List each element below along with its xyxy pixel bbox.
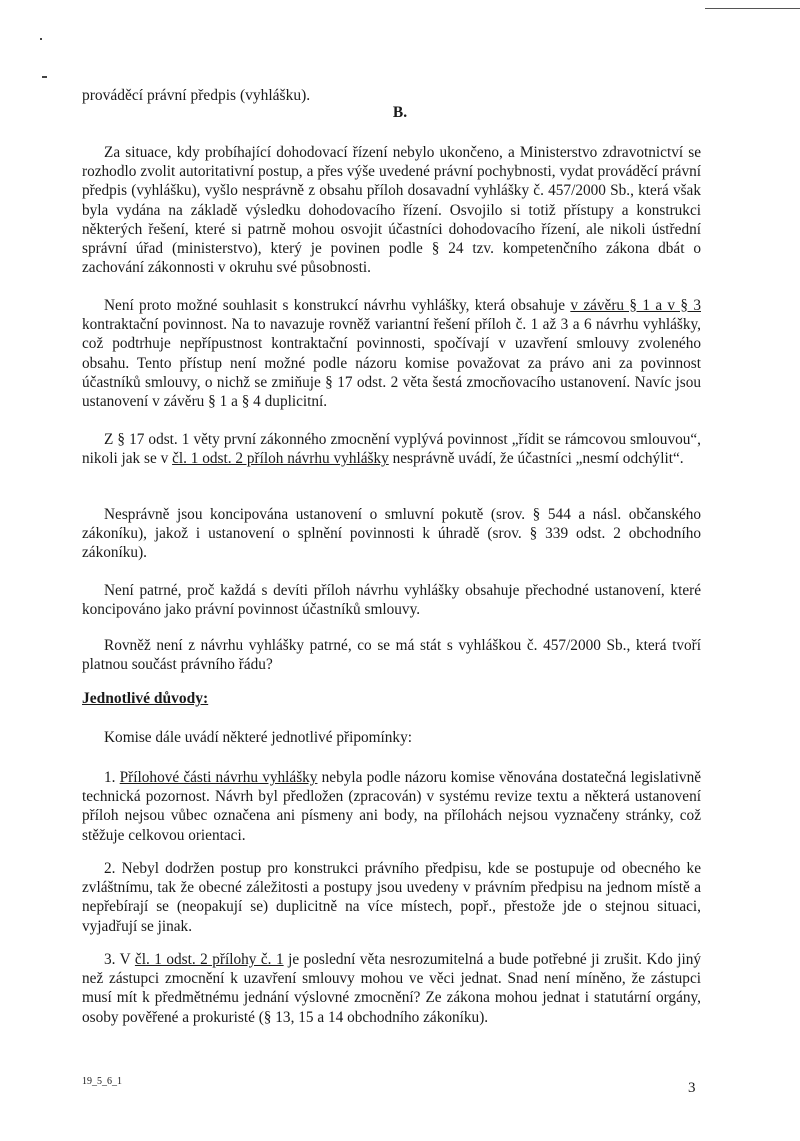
paragraph: Není proto možné souhlasit s konstrukcí návrhu vyhlášky, která obsahuje v závěru § 1 a v § 3 kontraktační povinnost. Na to navazuje rovněž variantní řešení příloh č. 1 až 3 a 6 návrhu vyhlášky, což podtrhuje nepřípustnost kontraktační povinnosti, spočívají v uzavření smlouvy zvoleného obsahu. Tento přístup není možné podle názoru komise považovat za právo ani za povinnost účastníků smlouvy, o nichž se zmiňuje § 17 odst. 2 věta šestá zmocňovacího ustanovení. Navíc jsou ustanovení v závěru § 1 a § 4 duplicitní. xyxy=(82,297,701,411)
paragraph: Za situace, kdy probíhající dohodovací řízení nebylo ukončeno, a Ministerstvo zdravotnictví se rozhodlo zvolit autoritativní postup, a přes výše uvedené právní pochybnosti, vydat prováděcí právní předpis (vyhlášku), vyšlo nesprávně z obsahu příloh dosavadní vyhlášky č. 457/2000 Sb., která však byla vydána na základě výsledku dohodovacího řízení. Osvojilo si totiž přístupy a konstrukci některých řešení, které si patrně mohou osvojit účastníci dohodovacího řízení, ale nikoli ústřední správní úřad (ministerstvo), který je povinen podle § 24 tzv. kompetenčního zákona dbát o zachování zákonnosti v okruhu své působnosti. xyxy=(82,144,701,277)
scan-edge-line xyxy=(705,8,800,9)
underlined-reference: čl. 1 odst. 2 příloh návrhu vyhlášky xyxy=(172,450,389,468)
scan-speck xyxy=(40,38,42,40)
underlined-reference: Přílohové části návrhu vyhlášky xyxy=(119,769,318,786)
section-heading: Jednotlivé důvody: xyxy=(82,690,209,707)
numbered-item: 3. V čl. 1 odst. 2 přílohy č. 1 je poslední věta nesrozumitelná a bude potřebné ji zrušit. Kdo jiný než zástupci zmocnění k uzavření smlouvy mohou ve věci jednat. Snad není míněno, že zástupci musí mít k předmětnému jednání výslovné zmocnění? Ze zákona mohou jednat i statutární orgány, osoby pověřené a prokuristé (§ 13, 15 a 14 obchodního zákoníku). xyxy=(82,951,702,1026)
numbered-item: 1. Přílohové části návrhu vyhlášky nebyla podle názoru komise věnována dostatečná legislativně technická pozornost. Návrh byl předložen (zpracován) v systému revize textu a některá ustanovení příloh nejsou vůbec označena ani písmeny ani body, na přílohách nejsou vyznačeny stránky, což stěžuje celkovou orientaci. xyxy=(82,769,702,844)
document-code: 19_5_6_1 xyxy=(82,1076,122,1087)
intro-line: prováděcí právní předpis (vyhlášku). xyxy=(82,87,311,104)
paragraph: Z § 17 odst. 1 věty první zákonného zmocnění vyplývá povinnost „řídit se rámcovou smlouvou“, nikoli jak se v čl. 1 odst. 2 příloh návrhu vyhlášky nesprávně uvádí, že účastníci „nesmí odchýlit“. xyxy=(82,431,701,468)
scan-speck xyxy=(42,76,47,78)
numbered-item: 2. Nebyl dodržen postup pro konstrukci právního předpisu, kde se postupuje od obecného ke zvláštnímu, tak že obecné záležitosti a postupy jsou uvedeny v právním předpisu na jednom místě a nepřebírají se (neopakují se) duplicitně na více místech, popř., přestože jde o stejnou situaci, vyjadřují se jinak. xyxy=(82,860,701,935)
paragraph: Není patrné, proč každá s devíti příloh návrhu vyhlášky obsahuje přechodné ustanovení, které koncipováno jako právní povinnost účastníků smlouvy. xyxy=(82,582,701,619)
paragraph: Nesprávně jsou koncipována ustanovení o smluvní pokutě (srov. § 544 a násl. občanského zákoníku), jakož i ustanovení o splnění povinnosti k úhradě (srov. § 339 odst. 2 obchodního zákoníku). xyxy=(82,506,701,562)
paragraph: Komise dále uvádí některé jednotlivé připomínky: xyxy=(104,729,412,746)
paragraph: Rovněž není z návrhu vyhlášky patrné, co se má stát s vyhláškou č. 457/2000 Sb., která tvoří platnou součást právního řádu? xyxy=(82,637,701,674)
page-number: 3 xyxy=(688,1080,696,1096)
section-letter: B. xyxy=(392,104,408,121)
underlined-reference: čl. 1 odst. 2 přílohy č. 1 xyxy=(134,951,284,968)
underlined-reference: v závěru § 1 a v § 3 xyxy=(570,297,701,314)
